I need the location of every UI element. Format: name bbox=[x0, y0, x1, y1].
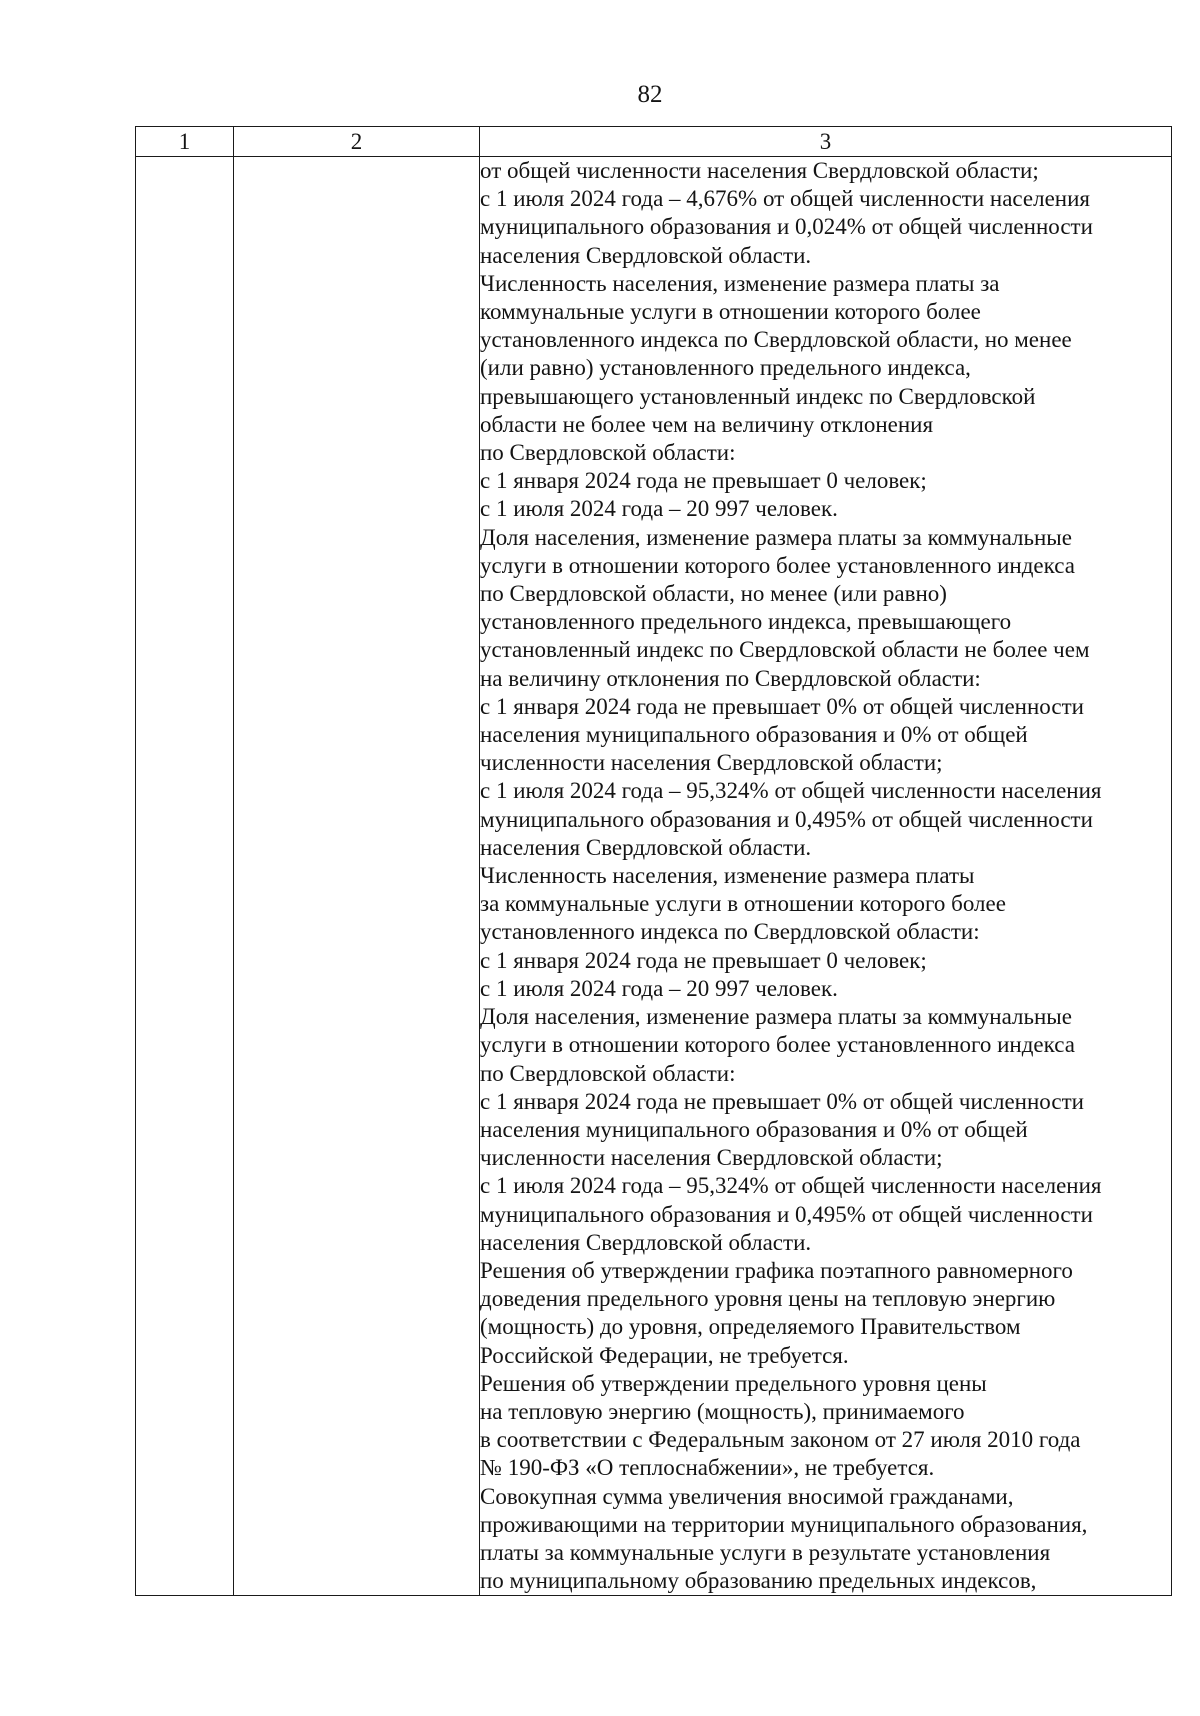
text-line: за коммунальные услуги в отношении которого более bbox=[480, 891, 1006, 917]
text-line: населения Свердловской области. bbox=[480, 834, 812, 860]
text-line: (или равно) установленного предельного индекса, bbox=[480, 355, 971, 381]
text-line: населения муниципального образования и 0% от общей bbox=[480, 1116, 1028, 1142]
text-line: Решения об утверждении предельного уровня цены bbox=[480, 1370, 987, 1396]
text-line: на величину отклонения по Свердловской области: bbox=[480, 665, 981, 691]
text-line: с 1 января 2024 года не превышает 0 человек; bbox=[480, 468, 927, 494]
header-col-3: 3 bbox=[480, 127, 1172, 157]
text-line: установленного индекса по Свердловской области, но менее bbox=[480, 327, 1072, 353]
text-line: с 1 июля 2024 года – 20 997 человек. bbox=[480, 975, 838, 1001]
page-number: 82 bbox=[637, 81, 663, 108]
cell-col-2 bbox=[234, 157, 480, 1596]
table-row bbox=[136, 157, 1172, 1596]
text-line: населения Свердловской области. bbox=[480, 242, 812, 268]
text-line: платы за коммунальные услуги в результате установления bbox=[480, 1539, 1051, 1565]
header-col-2: 2 bbox=[234, 127, 480, 157]
text-line: коммунальные услуги в отношении которого более bbox=[480, 299, 981, 325]
text-line: Доля населения, изменение размера платы за коммунальные bbox=[480, 1004, 1072, 1030]
text-line: с 1 июля 2024 года – 20 997 человек. bbox=[480, 496, 838, 522]
text-line: по Свердловской области: bbox=[480, 440, 736, 466]
text-line: по муниципальному образованию предельных индексов, bbox=[480, 1568, 1037, 1594]
text-line: численности населения Свердловской области; bbox=[480, 1145, 943, 1171]
text-line: Совокупная сумма увеличения вносимой гражданами, bbox=[480, 1483, 1014, 1509]
text-line: Доля населения, изменение размера платы за коммунальные bbox=[480, 524, 1072, 550]
text-line: населения муниципального образования и 0% от общей bbox=[480, 722, 1028, 748]
text-line: муниципального образования и 0,495% от общей численности bbox=[480, 1201, 1093, 1227]
text-line: проживающими на территории муниципального образования, bbox=[480, 1511, 1088, 1537]
text-line: муниципального образования и 0,495% от общей численности bbox=[480, 806, 1093, 832]
text-line: от общей численности населения Свердловской области; bbox=[480, 158, 1039, 183]
text-line: установленного индекса по Свердловской области: bbox=[480, 919, 980, 945]
text-line: с 1 января 2024 года не превышает 0% от общей численности bbox=[480, 693, 1084, 719]
text-line: с 1 января 2024 года не превышает 0 человек; bbox=[480, 947, 927, 973]
text-line: № 190-ФЗ «О теплоснабжении», не требуется. bbox=[480, 1455, 935, 1481]
text-line: области не более чем на величину отклонения bbox=[480, 411, 934, 437]
text-line: населения Свердловской области. bbox=[480, 1229, 812, 1255]
text-line: превышающего установленный индекс по Свердловской bbox=[480, 383, 1036, 409]
text-line: на тепловую энергию (мощность), принимаемого bbox=[480, 1398, 965, 1424]
text-line: по Свердловской области, но менее (или равно) bbox=[480, 581, 947, 607]
header-col-1: 1 bbox=[136, 127, 234, 157]
text-line: установленный индекс по Свердловской области не более чем bbox=[480, 637, 1090, 663]
text-line: услуги в отношении которого более установленного индекса bbox=[480, 552, 1075, 578]
text-line: с 1 июля 2024 года – 95,324% от общей численности населения bbox=[480, 778, 1102, 804]
text-line: Российской Федерации, не требуется. bbox=[480, 1342, 849, 1368]
text-line: с 1 июля 2024 года – 95,324% от общей численности населения bbox=[480, 1173, 1102, 1199]
text-line: по Свердловской области: bbox=[480, 1060, 736, 1086]
text-line: в соответствии с Федеральным законом от 27 июля 2010 года bbox=[480, 1427, 1081, 1453]
text-line: муниципального образования и 0,024% от общей численности bbox=[480, 214, 1093, 240]
text-line: (мощность) до уровня, определяемого Правительством bbox=[480, 1314, 1021, 1340]
text-line: численности населения Свердловской области; bbox=[480, 750, 943, 776]
text-line: доведения предельного уровня цены на тепловую энергию bbox=[480, 1286, 1056, 1312]
cell-col-1 bbox=[136, 157, 234, 1596]
text-line: Решения об утверждении графика поэтапного равномерного bbox=[480, 1257, 1073, 1283]
text-line: с 1 января 2024 года не превышает 0% от общей численности bbox=[480, 1088, 1084, 1114]
text-line: услуги в отношении которого более установленного индекса bbox=[480, 1032, 1075, 1058]
document-table bbox=[135, 126, 1172, 1596]
text-line: с 1 июля 2024 года – 4,676% от общей численности населения bbox=[480, 186, 1091, 212]
text-line: установленного предельного индекса, превышающего bbox=[480, 609, 1012, 635]
table-header-row bbox=[136, 127, 1172, 157]
cell-col-3-text bbox=[480, 157, 1172, 1596]
text-line: Численность населения, изменение размера платы bbox=[480, 863, 975, 889]
text-line: Численность населения, изменение размера платы за bbox=[480, 270, 1000, 296]
